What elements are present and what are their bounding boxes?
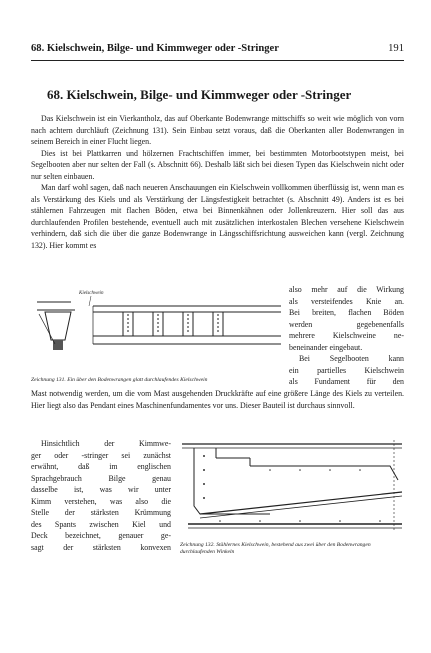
chapter-title: 68. Kielschwein, Bilge- und Kimmweger oder -Stringer — [47, 87, 352, 102]
running-title: 68. Kielschwein, Bilge- und Kimmweger oder -Stringer — [31, 43, 279, 54]
wrap-line-8: ein partielles Kielschwein — [289, 365, 404, 375]
body-text-middle — [31, 388, 404, 411]
steel-keelson-drawing — [180, 436, 404, 538]
wrap-line-7: Bei Segelbooten kann — [299, 354, 404, 363]
left-line-5: dasselbe ist, was wir unter — [31, 485, 171, 494]
page-number: 191 — [388, 43, 404, 54]
paragraph-3: Man darf wohl sagen, daß nach neueren Anschauungen ein Kielschwein vollkommen überflüssig ist, wenn man es als Verstärkung des Kiels und als Verstärkung der Längsfestigkeit betrachtet (s. Abschnitt 49). Anders ist es bei stählernen Fahrzeugen mit flachen Böden, etwa bei Binnenkähnen oder Jollenkreuzern. Hier soll das aus durchlaufenden Profilen bestehende, eventuell auch mit zusätzlichen interkostalen Blechen versehene Kielschwein verhindern, daß sich die über die ganze Bodenwrange in Längsschiffsrichtung ausweichen kann (vergl. Zeichnung 132). Hier kommt es — [31, 183, 404, 250]
left-line-1: Hinsichtlich der Kimmwe- — [41, 439, 171, 448]
paragraph-4-continuation: Mast notwendig werden, um die vom Mast ausgehenden Druckkräfte auf eine größere Länge des Kiels zu verteilen. Hier liegt also das Pendant eines Maschinenfundamentes vor uns. Dieser Bauteil ist durchaus sinnvoll. — [31, 389, 404, 410]
left-line-9: Deck bezeichnet, genauer ge- — [31, 531, 171, 540]
left-line-2: ger oder -stringer sei zunächst — [31, 450, 171, 460]
paragraph-2: Dies ist bei Plattkarren und hölzernen Frachtschiffen immer, bei bestimmten Motorbootstypen meist, bei Segelbooten aber nur selten der Fall (s. Abschnitt 66). Deshalb läßt sich bei diesen Typen das Kielschwein nicht oder nur selten einbauen. — [31, 148, 404, 181]
figure-131 — [31, 282, 283, 370]
header-rule — [31, 60, 404, 61]
left-line-3: erwähnt, daß im englischen — [31, 462, 171, 471]
left-line-8: des Spants zwischen Kiel und — [31, 519, 171, 529]
keelson-drawing — [31, 282, 283, 370]
wrap-line-6: beneinander eingebaut. — [289, 342, 363, 352]
label-kielschwein: Kielschwein — [79, 291, 104, 296]
caption-figure-132: Zeichnung 132. Stählernes Kielschwein, bestehend aus zwei über den Bodenwrangen durchlaufenden Winkeln — [180, 542, 371, 556]
caption-figure-131: Zeichnung 131. Ein über den Bodenwrangen glatt durchlaufendes Kielschwein — [31, 377, 208, 383]
wrap-line-9: als Fundament für den — [289, 377, 404, 386]
left-line-10: sagt der stärksten konvexen — [31, 542, 171, 552]
wrap-line-3: Bei breiten, flachen Böden — [289, 308, 404, 317]
left-line-7: Stelle der stärksten Krümmung — [31, 508, 171, 517]
running-header — [31, 43, 404, 57]
figure-132 — [180, 436, 404, 538]
wrap-line-5: mehrere Kielschweine ne- — [289, 331, 404, 340]
paragraph-1: Das Kielschwein ist ein Vierkantholz, das auf Oberkante Bodenwrange mittschiffs so weit wie möglich von vorn nach achtern durchläuft (Zeichnung 131). Sein Einbau setzt voraus, daß die Oberkanten aller Bodenwrangen in seinem Bereich in einer Flucht liegen. — [31, 114, 404, 146]
wrap-line-4: werden gegebenenfalls — [289, 319, 404, 329]
wrap-line-2: als versteifendes Knie an. — [289, 296, 404, 306]
left-line-6: Kimm verstehen, was also die — [31, 496, 171, 506]
body-text-top — [31, 113, 404, 251]
left-line-4: Sprachgebrauch Bilge genau — [31, 473, 171, 483]
wrap-line-1: also mehr auf die Wirkung — [289, 285, 404, 294]
